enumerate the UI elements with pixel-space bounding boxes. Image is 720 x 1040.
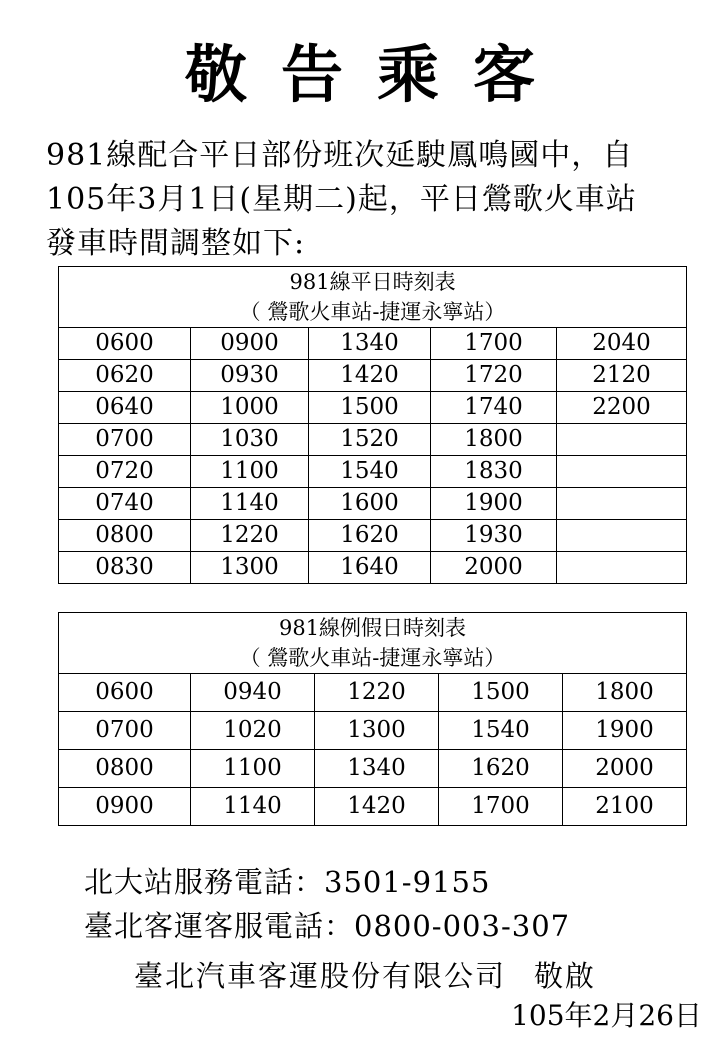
table-row	[59, 488, 687, 520]
departure-time: 0800	[59, 520, 191, 552]
departure-time: 0830	[59, 552, 191, 584]
departure-time: 1140	[191, 788, 315, 826]
intro-line: 105年3月1日(星期二)起，平日鶯歌火車站	[46, 182, 637, 217]
departure-time: 1100	[191, 750, 315, 788]
departure-time: 1300	[315, 712, 439, 750]
table-row	[59, 520, 687, 552]
weekday-timetable-body	[59, 267, 687, 584]
table-row	[59, 788, 687, 826]
intro-line: 981線配合平日部份班次延駛鳳鳴國中，自	[46, 138, 634, 173]
departure-time	[557, 424, 687, 456]
departure-time: 1600	[309, 488, 431, 520]
departure-time: 1520	[309, 424, 431, 456]
departure-time: 2120	[557, 360, 687, 392]
departure-time: 1300	[191, 552, 309, 584]
intro-line: 發車時間調整如下:	[46, 226, 306, 261]
departure-time	[557, 552, 687, 584]
departure-time: 1620	[439, 750, 563, 788]
station-phone: 北大站服務電話：3501-9155	[84, 865, 491, 899]
departure-time: 0940	[191, 674, 315, 712]
departure-time: 1500	[309, 392, 431, 424]
departure-time: 2200	[557, 392, 687, 424]
departure-time: 1620	[309, 520, 431, 552]
departure-time: 1800	[431, 424, 557, 456]
closing-phrase: 敬啟	[534, 959, 597, 993]
departure-time: 1900	[563, 712, 687, 750]
notice-title: 敬告乘客	[184, 38, 569, 111]
weekday-table-title: 981線平日時刻表	[59, 267, 687, 298]
departure-time: 1140	[191, 488, 309, 520]
notice-intro	[46, 134, 696, 266]
departure-time: 0740	[59, 488, 191, 520]
holiday-table-route: （ 鶯歌火車站-捷運永寧站）	[59, 643, 687, 674]
departure-time	[557, 456, 687, 488]
table-row	[59, 674, 687, 712]
departure-time: 1220	[191, 520, 309, 552]
table-row	[59, 552, 687, 584]
departure-time: 1540	[439, 712, 563, 750]
departure-time: 0800	[59, 750, 191, 788]
table-row	[59, 360, 687, 392]
departure-time: 0620	[59, 360, 191, 392]
company-name: 臺北汽車客運股份有限公司	[134, 959, 507, 993]
holiday-timetable	[58, 612, 687, 826]
departure-time: 0720	[59, 456, 191, 488]
departure-time: 2100	[563, 788, 687, 826]
departure-time: 1020	[191, 712, 315, 750]
departure-time: 1800	[563, 674, 687, 712]
departure-time: 1340	[309, 328, 431, 360]
departure-time: 1420	[315, 788, 439, 826]
table-row	[59, 712, 687, 750]
table-row	[59, 392, 687, 424]
departure-time: 1540	[309, 456, 431, 488]
departure-time: 0900	[59, 788, 191, 826]
departure-time: 0700	[59, 712, 191, 750]
signature	[134, 956, 596, 996]
departure-time: 1700	[439, 788, 563, 826]
departure-time: 1640	[309, 552, 431, 584]
table-row	[59, 424, 687, 456]
weekday-table-route: （ 鶯歌火車站-捷運永寧站）	[59, 297, 687, 328]
departure-time: 1700	[431, 328, 557, 360]
departure-time: 2000	[563, 750, 687, 788]
departure-time: 2040	[557, 328, 687, 360]
departure-time: 1030	[191, 424, 309, 456]
table-row	[59, 328, 687, 360]
departure-time: 1000	[191, 392, 309, 424]
departure-time: 1720	[431, 360, 557, 392]
departure-time: 0930	[191, 360, 309, 392]
departure-time: 0600	[59, 674, 191, 712]
departure-time: 2000	[431, 552, 557, 584]
departure-time: 1420	[309, 360, 431, 392]
departure-time	[557, 488, 687, 520]
weekday-timetable	[58, 266, 687, 584]
departure-time: 1100	[191, 456, 309, 488]
table-row	[59, 456, 687, 488]
departure-time: 0640	[59, 392, 191, 424]
departure-time: 0600	[59, 328, 191, 360]
notice-date: 105年2月26日	[511, 999, 702, 1032]
departure-time: 1500	[439, 674, 563, 712]
departure-time: 0900	[191, 328, 309, 360]
departure-time: 1900	[431, 488, 557, 520]
customer-service-phone: 臺北客運客服電話：0800-003-307	[84, 909, 571, 943]
departure-time: 1340	[315, 750, 439, 788]
departure-time: 0700	[59, 424, 191, 456]
departure-time: 1220	[315, 674, 439, 712]
departure-time: 1830	[431, 456, 557, 488]
departure-time	[557, 520, 687, 552]
holiday-timetable-body	[59, 613, 687, 826]
holiday-table-title: 981線例假日時刻表	[59, 613, 687, 644]
table-row	[59, 750, 687, 788]
departure-time: 1930	[431, 520, 557, 552]
departure-time: 1740	[431, 392, 557, 424]
